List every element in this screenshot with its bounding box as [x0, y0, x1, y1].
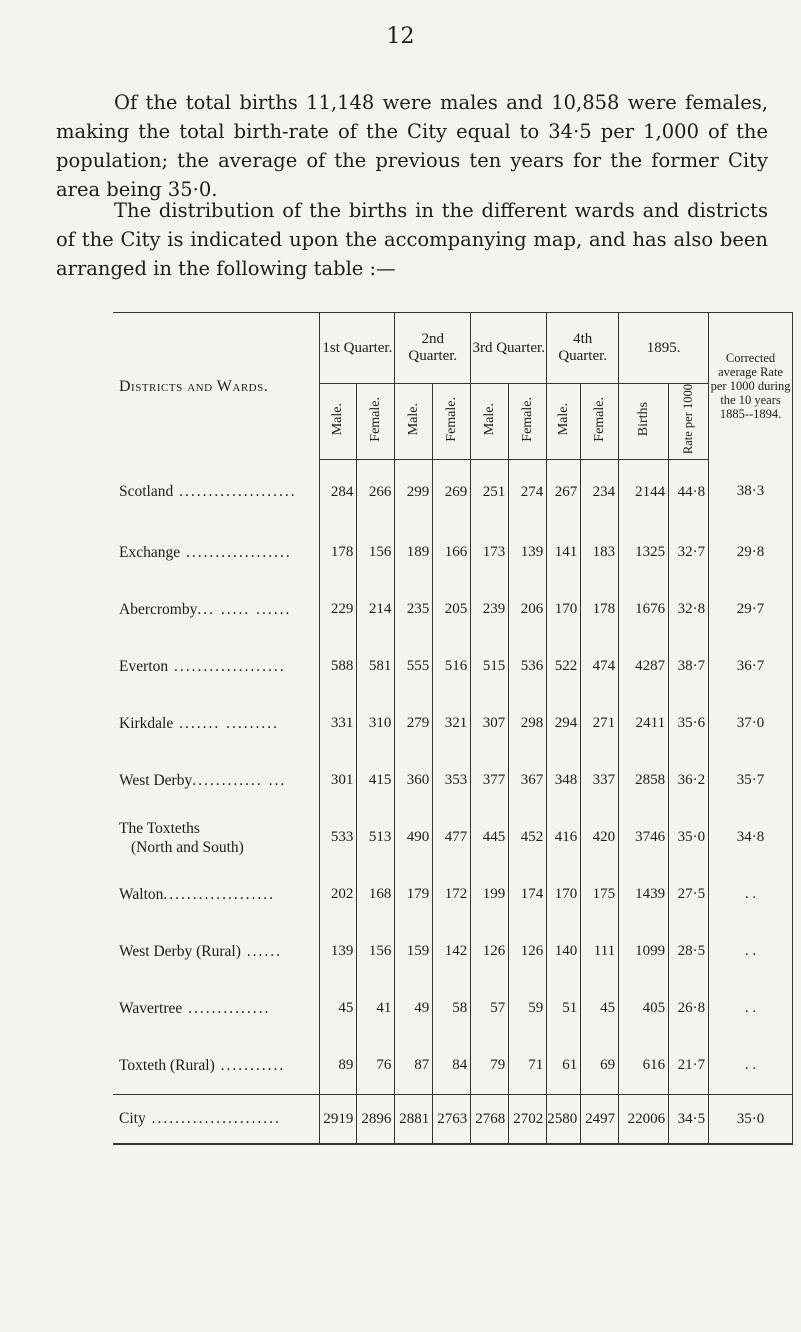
q2-female-cell: 353 [433, 752, 471, 809]
q1-male-cell: 202 [320, 866, 357, 923]
district-name-text: Exchange [119, 543, 181, 561]
corrected-average-cell: 29·8 [709, 524, 793, 581]
q4-female-cell: 69 [581, 1037, 619, 1095]
q1-female-cell: 415 [357, 752, 395, 809]
q1-male-header: Male. [320, 384, 357, 460]
births-cell: 4287 [619, 638, 669, 695]
q1-female-cell: 513 [357, 809, 395, 866]
district-name-text: The Toxteths [119, 819, 200, 837]
q4-male-cell: 170 [547, 866, 581, 923]
q3-female-cell: 367 [509, 752, 547, 809]
district-name-text: City [119, 1110, 146, 1128]
corrected-average-cell: . . [709, 866, 793, 923]
dot-leaders: .................... [173, 482, 297, 500]
q4-male-cell: 294 [547, 695, 581, 752]
corrected-average-cell: 35·0 [709, 1095, 793, 1145]
q3-female-cell: 139 [509, 524, 547, 581]
q3-female-cell: 174 [509, 866, 547, 923]
q3-male-cell: 2768 [471, 1095, 509, 1145]
district-name-text: Wavertree [119, 999, 183, 1017]
q1-female-cell: 2896 [357, 1095, 395, 1145]
q2-male-cell: 189 [395, 524, 433, 581]
q3-female-cell: 59 [509, 980, 547, 1037]
q3-male-cell: 515 [471, 638, 509, 695]
q2-female-cell: 205 [433, 581, 471, 638]
rate-cell: 21·7 [669, 1037, 709, 1095]
q1-male-cell: 533 [320, 809, 357, 866]
births-cell: 2411 [619, 695, 669, 752]
district-name-text: Everton [119, 657, 169, 675]
quarter-1-header: 1st Quarter. [320, 313, 395, 384]
rate-cell: 27·5 [669, 866, 709, 923]
rate-cell: 32·8 [669, 581, 709, 638]
q1-male-cell: 588 [320, 638, 357, 695]
district-name [113, 524, 320, 581]
quarter-3-header: 3rd Quarter. [471, 313, 547, 384]
table-row [113, 1037, 793, 1095]
district-name [113, 581, 320, 638]
q1-female-cell: 76 [357, 1037, 395, 1095]
births-table [113, 312, 793, 1145]
table-row [113, 638, 793, 695]
district-name-text: Walton [119, 885, 164, 903]
q3-female-cell: 71 [509, 1037, 547, 1095]
q4-female-cell: 2497 [581, 1095, 619, 1145]
births-cell: 616 [619, 1037, 669, 1095]
q4-female-cell: 337 [581, 752, 619, 809]
q2-male-header: Male. [395, 384, 433, 460]
table-row [113, 980, 793, 1037]
rate-cell: 32·7 [669, 524, 709, 581]
q3-female-cell: 2702 [509, 1095, 547, 1145]
q4-male-cell: 267 [547, 460, 581, 525]
q2-male-cell: 490 [395, 809, 433, 866]
q2-male-cell: 179 [395, 866, 433, 923]
q2-male-cell: 87 [395, 1037, 433, 1095]
q4-male-cell: 170 [547, 581, 581, 638]
q4-female-cell: 111 [581, 923, 619, 980]
table-row [113, 866, 793, 923]
district-name [113, 752, 320, 809]
q1-male-cell: 301 [320, 752, 357, 809]
districts-header: Districts and Wards. [113, 313, 320, 460]
q4-female-header: Female. [581, 384, 619, 460]
quarter-2-header: 2nd Quarter. [395, 313, 471, 384]
corrected-average-cell: 38·3 [709, 460, 793, 525]
q1-female-cell: 41 [357, 980, 395, 1037]
q2-male-cell: 279 [395, 695, 433, 752]
q2-female-cell: 269 [433, 460, 471, 525]
q4-male-cell: 522 [547, 638, 581, 695]
q4-female-cell: 420 [581, 809, 619, 866]
q4-female-cell: 183 [581, 524, 619, 581]
quarter-4-header: 4th Quarter. [547, 313, 619, 384]
rate-cell: 44·8 [669, 460, 709, 525]
q1-male-cell: 284 [320, 460, 357, 525]
q3-male-cell: 377 [471, 752, 509, 809]
dot-leaders: ... ..... ...... [197, 600, 292, 618]
district-name [113, 695, 320, 752]
q3-female-cell: 452 [509, 809, 547, 866]
q4-female-cell: 178 [581, 581, 619, 638]
q2-female-cell: 172 [433, 866, 471, 923]
q1-female-cell: 156 [357, 923, 395, 980]
rate-cell: 28·5 [669, 923, 709, 980]
q1-female-cell: 214 [357, 581, 395, 638]
district-name [113, 809, 320, 866]
q4-female-cell: 45 [581, 980, 619, 1037]
q4-female-cell: 271 [581, 695, 619, 752]
table-row [113, 695, 793, 752]
q2-female-cell: 477 [433, 809, 471, 866]
q2-female-cell: 516 [433, 638, 471, 695]
year-header: 1895. [619, 313, 709, 384]
dot-leaders: .............. [182, 999, 271, 1017]
page-number: 12 [386, 24, 415, 49]
q4-male-cell: 141 [547, 524, 581, 581]
q2-female-cell: 84 [433, 1037, 471, 1095]
district-name-text: West Derby (Rural) [119, 942, 241, 960]
district-name-text: Abercromby [119, 600, 198, 618]
district-name [113, 980, 320, 1037]
table-row [113, 524, 793, 581]
q3-male-cell: 199 [471, 866, 509, 923]
q4-male-cell: 61 [547, 1037, 581, 1095]
district-name [113, 460, 320, 525]
corrected-average-cell: 29·7 [709, 581, 793, 638]
q1-male-cell: 89 [320, 1037, 357, 1095]
corrected-average-cell: . . [709, 980, 793, 1037]
q4-female-cell: 175 [581, 866, 619, 923]
births-cell: 1099 [619, 923, 669, 980]
rate-cell: 38·7 [669, 638, 709, 695]
rate-cell: 36·2 [669, 752, 709, 809]
q2-male-cell: 360 [395, 752, 433, 809]
district-name [113, 866, 320, 923]
q3-female-cell: 536 [509, 638, 547, 695]
district-name [113, 1037, 320, 1095]
district-name [113, 638, 320, 695]
district-name-text: Scotland [119, 482, 174, 500]
births-header: Births [619, 384, 669, 460]
q1-female-header: Female. [357, 384, 395, 460]
q3-female-cell: 206 [509, 581, 547, 638]
rate-header: Rate per 1000 [669, 384, 709, 460]
q4-female-cell: 474 [581, 638, 619, 695]
corrected-average-cell: 36·7 [709, 638, 793, 695]
q2-male-cell: 555 [395, 638, 433, 695]
q1-female-cell: 168 [357, 866, 395, 923]
table-row [113, 581, 793, 638]
q3-male-header: Male. [471, 384, 509, 460]
q1-female-cell: 266 [357, 460, 395, 525]
q2-male-cell: 2881 [395, 1095, 433, 1145]
q3-male-cell: 173 [471, 524, 509, 581]
corrected-average-cell: 35·7 [709, 752, 793, 809]
dot-leaders: ................... [168, 657, 286, 675]
q1-male-cell: 45 [320, 980, 357, 1037]
q1-male-cell: 2919 [320, 1095, 357, 1145]
q1-female-cell: 156 [357, 524, 395, 581]
dot-leaders: .................. [180, 543, 292, 561]
district-name [113, 1095, 320, 1145]
q2-male-cell: 299 [395, 460, 433, 525]
corrected-average-header: Corrected average Rate per 1000 during the 10 years 1885--1894. [709, 313, 793, 460]
q4-male-cell: 140 [547, 923, 581, 980]
q3-male-cell: 251 [471, 460, 509, 525]
q3-female-header: Female. [509, 384, 547, 460]
births-cell: 22006 [619, 1095, 669, 1145]
q2-female-cell: 58 [433, 980, 471, 1037]
table-row [113, 752, 793, 809]
q2-male-cell: 49 [395, 980, 433, 1037]
corrected-average-cell: . . [709, 923, 793, 980]
q1-female-cell: 310 [357, 695, 395, 752]
district-name-text: West Derby [119, 771, 193, 789]
q3-female-cell: 126 [509, 923, 547, 980]
births-table-body [113, 460, 793, 1145]
district-name-text: Kirkdale [119, 714, 174, 732]
dot-leaders: ....... ......... [173, 714, 279, 732]
q4-male-header: Male. [547, 384, 581, 460]
q3-male-cell: 239 [471, 581, 509, 638]
q1-male-cell: 178 [320, 524, 357, 581]
dot-leaders: ............ ... [192, 771, 287, 789]
q2-female-header: Female. [433, 384, 471, 460]
dot-leaders: ................... [163, 885, 276, 903]
births-cell: 405 [619, 980, 669, 1037]
q3-male-cell: 307 [471, 695, 509, 752]
q1-male-cell: 139 [320, 923, 357, 980]
q4-male-cell: 348 [547, 752, 581, 809]
q1-female-cell: 581 [357, 638, 395, 695]
table-row [113, 460, 793, 525]
q1-male-cell: 229 [320, 581, 357, 638]
q3-female-cell: 274 [509, 460, 547, 525]
corrected-average-cell: . . [709, 1037, 793, 1095]
q4-male-cell: 51 [547, 980, 581, 1037]
district-name-subtext: (North and South) [131, 838, 244, 856]
births-cell: 1676 [619, 581, 669, 638]
corrected-average-cell: 34·8 [709, 809, 793, 866]
births-cell: 1439 [619, 866, 669, 923]
corrected-average-cell: 37·0 [709, 695, 793, 752]
dot-leaders: ...................... [145, 1110, 281, 1128]
intro-paragraph: Of the total births 11,148 were males and 10,858 were females, making the total birth-rate of the City equal to 34·5 per 1,000 of the population; the average of the previous ten years for the former City area being 35·0. [56, 91, 768, 201]
births-cell: 3746 [619, 809, 669, 866]
births-cell: 2144 [619, 460, 669, 525]
rate-cell: 34·5 [669, 1095, 709, 1145]
q3-female-cell: 298 [509, 695, 547, 752]
table-row [113, 809, 793, 866]
dot-leaders: ........... [214, 1056, 286, 1074]
q3-male-cell: 57 [471, 980, 509, 1037]
rate-cell: 26·8 [669, 980, 709, 1037]
table-row [113, 923, 793, 980]
district-name-text: Toxteth (Rural) [119, 1056, 215, 1074]
dot-leaders: ...... [240, 942, 282, 960]
q2-female-cell: 166 [433, 524, 471, 581]
births-cell: 1325 [619, 524, 669, 581]
q2-female-cell: 142 [433, 923, 471, 980]
rate-cell: 35·0 [669, 809, 709, 866]
q2-male-cell: 235 [395, 581, 433, 638]
q3-male-cell: 126 [471, 923, 509, 980]
q2-female-cell: 321 [433, 695, 471, 752]
q2-female-cell: 2763 [433, 1095, 471, 1145]
q3-male-cell: 79 [471, 1037, 509, 1095]
q4-male-cell: 416 [547, 809, 581, 866]
district-name [113, 923, 320, 980]
q3-male-cell: 445 [471, 809, 509, 866]
distribution-paragraph: The distribution of the births in the different wards and districts of the City is indicated upon the accompanying map, and has also been arranged in the following table :— [56, 199, 768, 280]
q4-female-cell: 234 [581, 460, 619, 525]
births-cell: 2858 [619, 752, 669, 809]
q4-male-cell: 2580 [547, 1095, 581, 1145]
city-total-row [113, 1095, 793, 1145]
q2-male-cell: 159 [395, 923, 433, 980]
rate-cell: 35·6 [669, 695, 709, 752]
q1-male-cell: 331 [320, 695, 357, 752]
